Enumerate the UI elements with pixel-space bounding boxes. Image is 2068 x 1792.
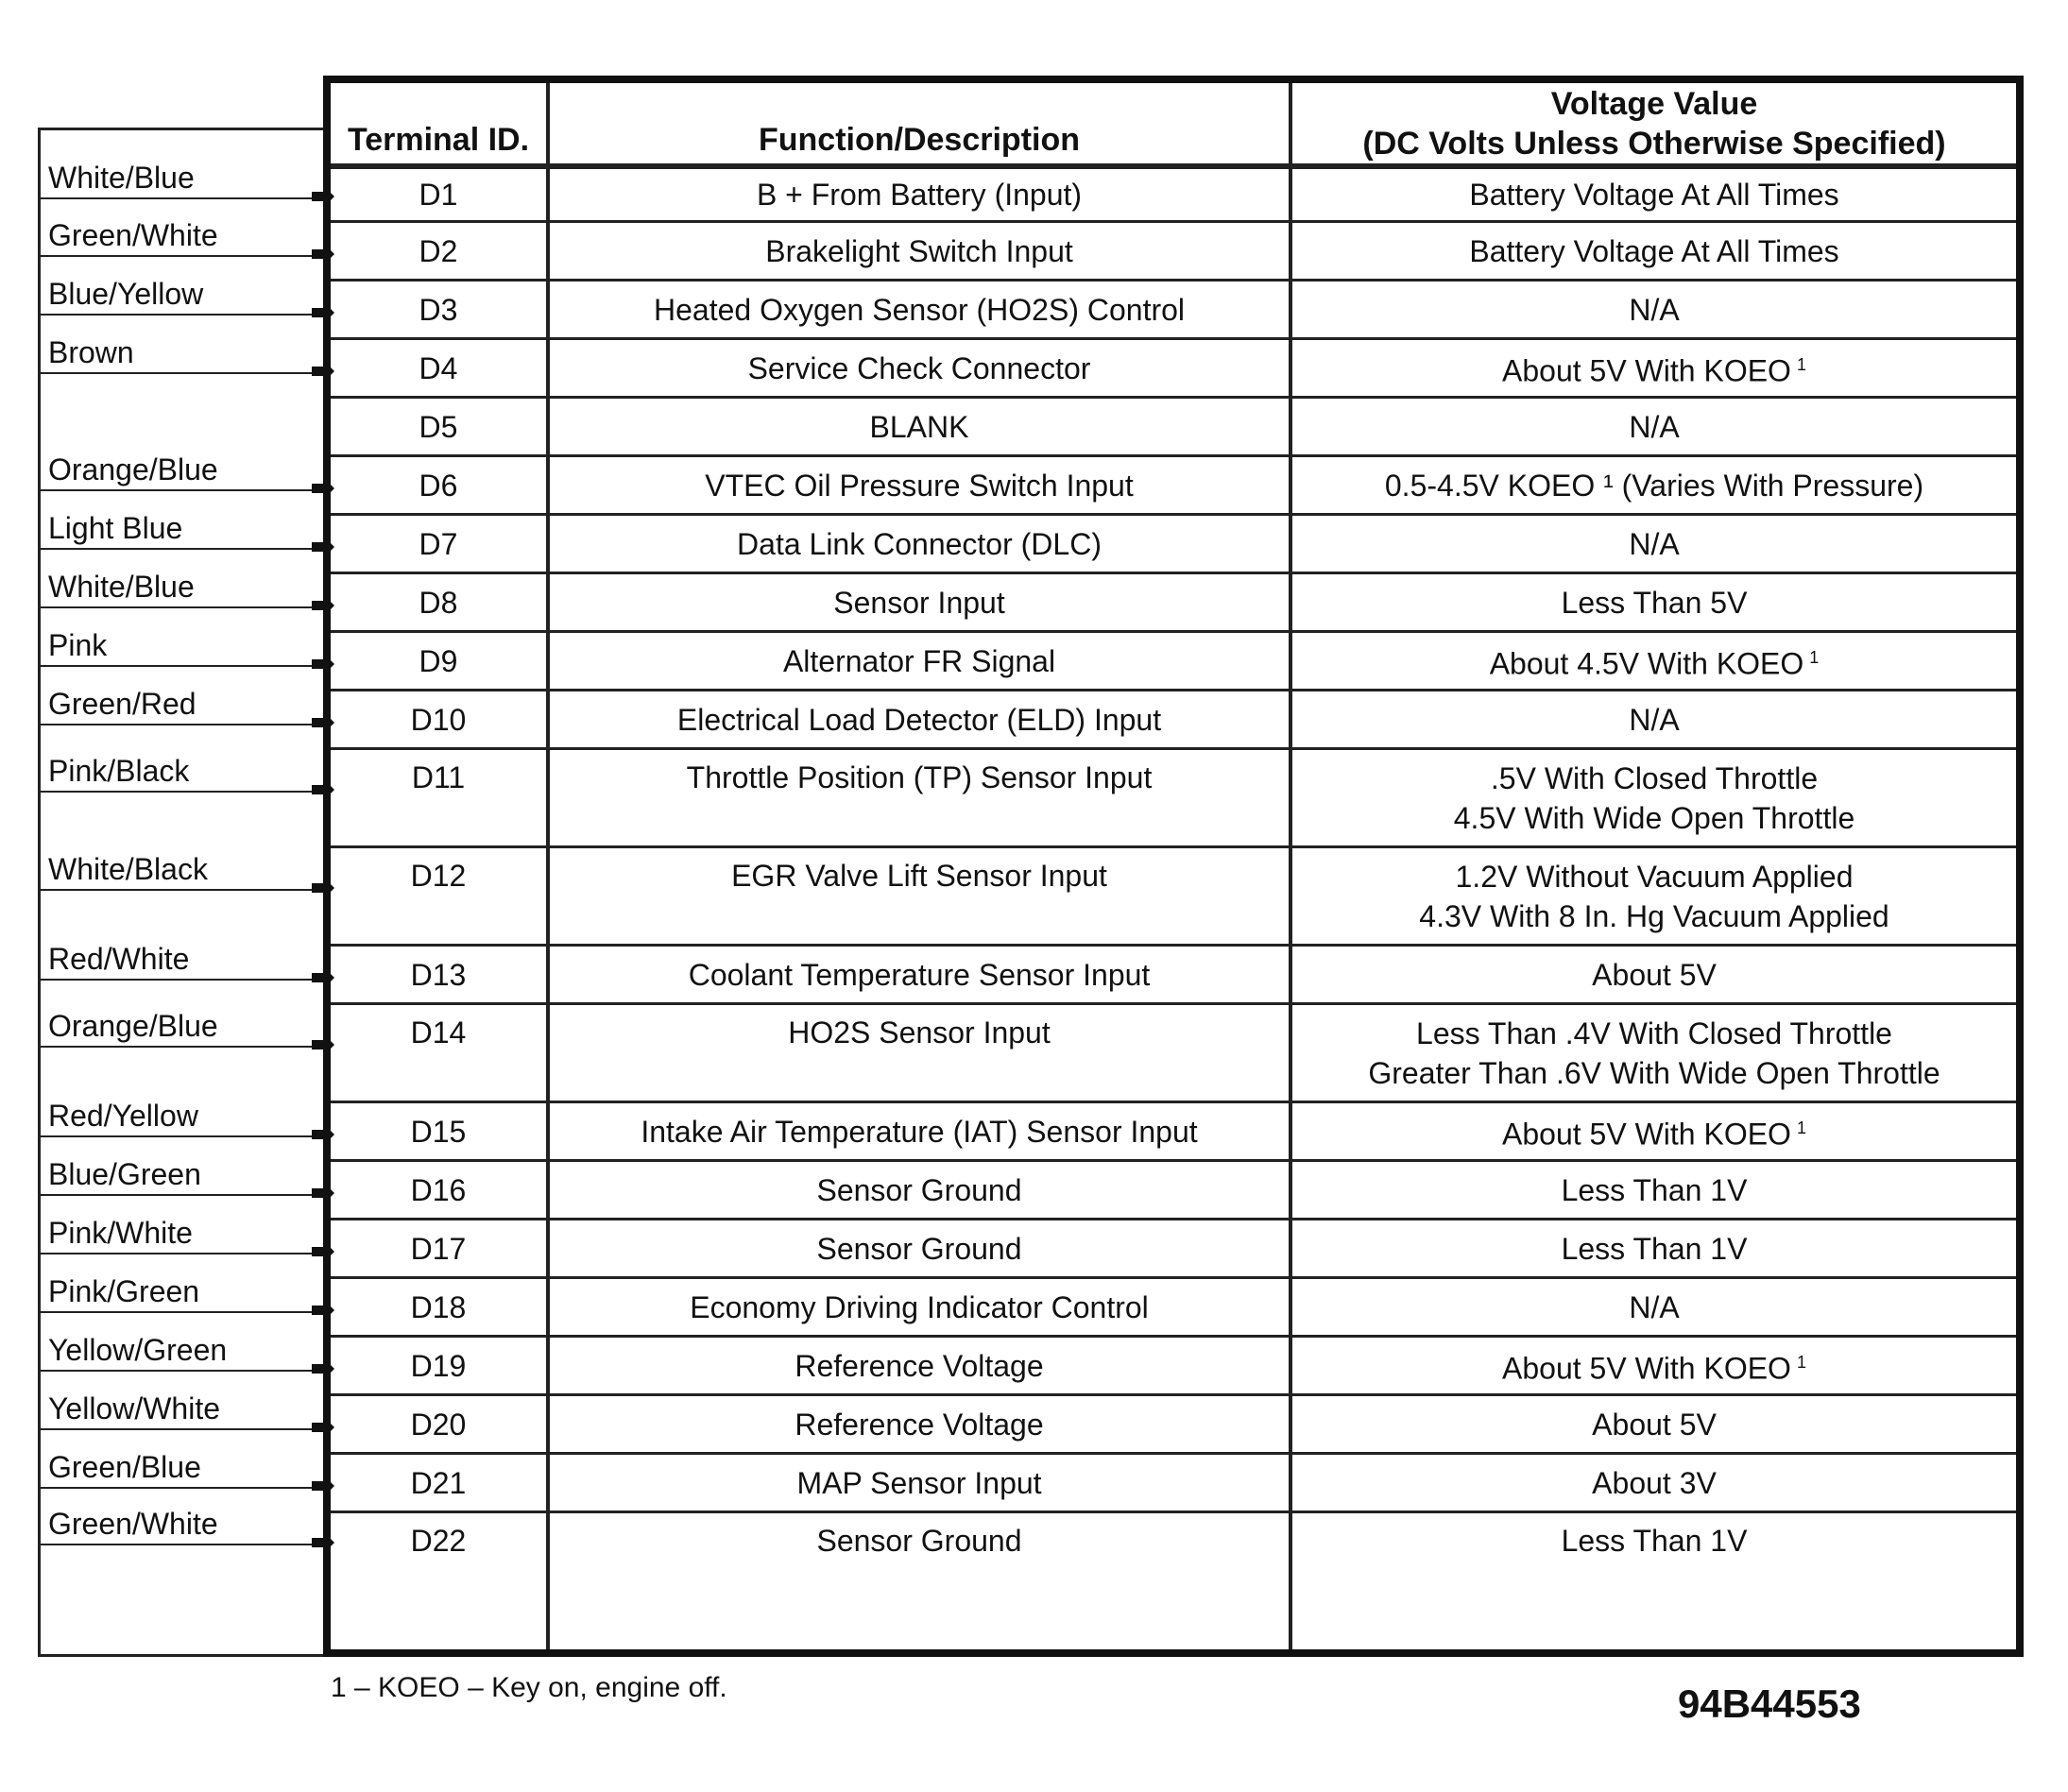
- voltage-line: [1368, 1053, 1940, 1093]
- voltage-cell: [1292, 1455, 2016, 1510]
- voltage-text: N/A: [1629, 702, 1680, 737]
- wire-color-label: White/Black: [48, 852, 208, 886]
- function-cell: Heated Oxygen Sensor (HO2S) Control: [653, 292, 1186, 327]
- terminal-id-cell: D22: [410, 1524, 467, 1558]
- table-row: [331, 1513, 2016, 1568]
- wire-color-label: Green/White: [48, 1507, 218, 1541]
- function-cell: Throttle Position (TP) Sensor Input: [686, 760, 1153, 794]
- voltage-cell: [1292, 169, 2016, 220]
- wire-color-label: Red/Yellow: [48, 1099, 198, 1133]
- table-row: [331, 223, 2016, 282]
- header-terminal-id: Terminal ID.: [347, 122, 530, 158]
- voltage-text: Less Than 1V: [1561, 1172, 1748, 1207]
- terminal-id-cell: D5: [419, 409, 458, 444]
- voltage-cell: [1292, 457, 2016, 513]
- header-function: Function/Description: [759, 122, 1080, 158]
- terminal-id-cell: D2: [419, 233, 458, 268]
- table-row: [331, 457, 2016, 516]
- voltage-line: [1592, 955, 1717, 995]
- header-voltage-line1: Voltage Value: [1550, 85, 1758, 122]
- footnote-marker: 1: [1796, 1353, 1806, 1373]
- terminal-id-cell: D18: [410, 1289, 467, 1324]
- voltage-line: [1502, 1342, 1806, 1389]
- voltage-line: [1629, 700, 1679, 740]
- table-row: [331, 1338, 2016, 1396]
- voltage-line: [1562, 583, 1748, 623]
- voltage-text: N/A: [1629, 1289, 1680, 1324]
- function-cell: HO2S Sensor Input: [788, 1015, 1051, 1050]
- wire-lead: [41, 1333, 326, 1372]
- function-cell: Electrical Load Detector (ELD) Input: [676, 702, 1162, 737]
- wire-color-label: Green/Blue: [48, 1450, 201, 1484]
- table-row: [331, 1220, 2016, 1279]
- function-cell: Sensor Ground: [816, 1524, 1022, 1558]
- voltage-text: About 5V: [1592, 1407, 1717, 1442]
- voltage-line: [1469, 175, 1838, 214]
- voltage-line: [1502, 345, 1806, 391]
- table-row: [331, 340, 2016, 399]
- terminal-id-cell: D13: [410, 957, 467, 992]
- wire-color-label: Blue/Green: [48, 1157, 201, 1191]
- terminal-id-cell: D20: [410, 1407, 467, 1442]
- wire-color-label: Pink/White: [48, 1216, 193, 1250]
- wire-color-label: Blue/Yellow: [48, 277, 204, 311]
- header-voltage: [1292, 83, 2016, 163]
- wire-lead: [41, 1157, 326, 1196]
- terminal-id-cell: D7: [419, 526, 458, 561]
- wire-color-label: Brown: [48, 335, 134, 369]
- voltage-line: [1629, 290, 1679, 330]
- voltage-line: [1592, 1405, 1717, 1444]
- function-cell: BLANK: [869, 409, 969, 444]
- voltage-text: Battery Voltage At All Times: [1469, 233, 1839, 268]
- terminal-id-cell: D14: [410, 1015, 467, 1050]
- wire-lead: [41, 1450, 326, 1489]
- function-cell: Brakelight Switch Input: [765, 233, 1073, 268]
- voltage-line: [1629, 1288, 1679, 1327]
- function-cell: B + From Battery (Input): [756, 178, 1083, 212]
- voltage-line: [1502, 1108, 1806, 1154]
- wire-color-label: Light Blue: [48, 511, 183, 545]
- voltage-text: Less Than 5V: [1561, 585, 1748, 620]
- table-row: [331, 1396, 2016, 1455]
- terminal-id-cell: D6: [419, 468, 458, 503]
- terminal-id-cell: D8: [419, 585, 458, 620]
- table-row: [331, 633, 2016, 691]
- terminal-id-cell: D12: [410, 859, 467, 893]
- table-row: [331, 1279, 2016, 1338]
- wire-lead: [41, 511, 326, 550]
- function-cell: Sensor Input: [833, 585, 1005, 620]
- footnote-marker: 1: [1809, 648, 1820, 668]
- table-row: [331, 848, 2016, 947]
- function-cell: Intake Air Temperature (IAT) Sensor Input: [641, 1114, 1198, 1149]
- voltage-text: 4.3V With 8 In. Hg Vacuum Applied: [1419, 898, 1889, 933]
- voltage-cell: [1292, 1220, 2016, 1276]
- function-cell: Alternator FR Signal: [782, 643, 1056, 678]
- wire-lead: [41, 452, 326, 491]
- voltage-cell: [1292, 1396, 2016, 1452]
- footnote: 1 – KOEO – Key on, engine off.: [331, 1672, 727, 1703]
- voltage-line: [1629, 407, 1679, 447]
- terminal-id-cell: D3: [419, 292, 458, 327]
- wire-lead: [41, 277, 326, 316]
- table-row: [331, 1455, 2016, 1513]
- voltage-text: N/A: [1629, 526, 1680, 561]
- terminal-id-cell: D21: [410, 1465, 467, 1500]
- wire-lead: [41, 1507, 326, 1545]
- terminal-id-cell: D4: [419, 350, 458, 385]
- wire-color-label: White/Blue: [48, 161, 195, 195]
- voltage-line: [1562, 1229, 1748, 1269]
- wire-color-label: Yellow/White: [48, 1391, 221, 1425]
- terminal-id-cell: D17: [410, 1231, 467, 1266]
- wire-lead: [41, 852, 326, 891]
- terminal-id-cell: D10: [410, 702, 467, 737]
- voltage-cell: [1292, 223, 2016, 279]
- voltage-cell: [1292, 1279, 2016, 1335]
- voltage-text: About 4.5V With KOEO: [1489, 646, 1804, 681]
- voltage-cell: [1292, 1162, 2016, 1218]
- function-cell: Reference Voltage: [795, 1407, 1044, 1442]
- function-cell: Sensor Ground: [816, 1231, 1022, 1266]
- voltage-cell: [1292, 399, 2016, 454]
- table-row: [331, 574, 2016, 633]
- terminal-table: [323, 76, 2024, 1657]
- function-cell: MAP Sensor Input: [796, 1465, 1042, 1500]
- terminal-id-cell: D9: [419, 643, 458, 678]
- table-row: [331, 166, 2016, 223]
- function-cell: Data Link Connector (DLC): [737, 526, 1102, 561]
- voltage-text: About 5V: [1592, 957, 1717, 992]
- voltage-line: [1491, 759, 1818, 798]
- wire-color-column: [38, 128, 323, 1657]
- voltage-text: .5V With Closed Throttle: [1490, 760, 1819, 795]
- function-cell: EGR Valve Lift Sensor Input: [731, 859, 1107, 893]
- voltage-line: [1456, 857, 1854, 896]
- voltage-text: Greater Than .6V With Wide Open Throttle: [1368, 1055, 1940, 1090]
- wire-lead: [41, 218, 326, 257]
- voltage-line: [1416, 1014, 1892, 1053]
- wire-color-label: White/Blue: [48, 570, 195, 604]
- voltage-line: [1385, 466, 1923, 505]
- wire-lead: [41, 942, 326, 981]
- voltage-text: Battery Voltage At All Times: [1469, 178, 1839, 212]
- voltage-text: Less Than 1V: [1561, 1524, 1748, 1558]
- voltage-cell: [1292, 750, 2016, 845]
- terminal-id-cell: D1: [419, 178, 458, 212]
- wire-color-label: Pink: [48, 628, 108, 662]
- voltage-text: 0.5-4.5V KOEO ¹ (Varies With Pressure): [1384, 468, 1924, 503]
- voltage-text: Less Than .4V With Closed Throttle: [1416, 1015, 1892, 1050]
- wire-lead: [41, 754, 326, 793]
- terminal-id-cell: D19: [410, 1348, 467, 1383]
- wire-color-label: Orange/Blue: [48, 452, 218, 486]
- voltage-line: [1592, 1463, 1717, 1503]
- voltage-cell: [1292, 691, 2016, 747]
- voltage-cell: [1292, 516, 2016, 572]
- footnote-marker: 1: [1796, 355, 1806, 375]
- wire-color-label: Pink/Green: [48, 1274, 200, 1308]
- wire-color-label: Yellow/Green: [48, 1333, 228, 1367]
- wire-lead: [41, 335, 326, 374]
- voltage-text: N/A: [1629, 292, 1680, 327]
- voltage-text: 4.5V With Wide Open Throttle: [1453, 800, 1855, 835]
- table-row: [331, 1162, 2016, 1220]
- voltage-text: 1.2V Without Vacuum Applied: [1455, 859, 1854, 894]
- wire-lead: [41, 1099, 326, 1137]
- wire-color-label: Pink/Black: [48, 754, 190, 788]
- voltage-text: N/A: [1629, 409, 1680, 444]
- voltage-line: [1490, 638, 1820, 684]
- wire-lead: [41, 1216, 326, 1254]
- table-header-row: [331, 83, 2016, 166]
- voltage-line: [1419, 896, 1889, 936]
- table-row: [331, 516, 2016, 574]
- wire-color-label: Orange/Blue: [48, 1009, 218, 1043]
- wire-color-label: Red/White: [48, 942, 190, 976]
- voltage-text: About 5V With KOEO: [1502, 1117, 1791, 1152]
- voltage-cell: [1292, 848, 2016, 944]
- voltage-line: [1629, 524, 1679, 564]
- function-cell: Sensor Ground: [816, 1172, 1022, 1207]
- voltage-text: Less Than 1V: [1561, 1231, 1748, 1266]
- voltage-cell: [1292, 947, 2016, 1002]
- voltage-cell: [1292, 282, 2016, 337]
- table-row: [331, 1005, 2016, 1103]
- wire-color-label: Green/White: [48, 218, 218, 252]
- table-row: [331, 947, 2016, 1005]
- function-cell: Service Check Connector: [747, 350, 1091, 385]
- table-row: [331, 1103, 2016, 1162]
- figure-id: 94B44553: [1678, 1681, 1861, 1726]
- function-cell: Reference Voltage: [795, 1348, 1044, 1383]
- wire-lead: [41, 161, 326, 199]
- table-row: [331, 691, 2016, 750]
- terminal-id-cell: D16: [410, 1172, 467, 1207]
- voltage-text: About 5V With KOEO: [1502, 1351, 1791, 1386]
- voltage-line: [1562, 1521, 1748, 1561]
- voltage-cell: [1292, 1338, 2016, 1393]
- function-cell: Economy Driving Indicator Control: [690, 1289, 1149, 1324]
- table-row: [331, 399, 2016, 457]
- terminal-id-cell: D11: [411, 760, 466, 794]
- voltage-line: [1562, 1170, 1748, 1210]
- voltage-line: [1469, 231, 1838, 271]
- wire-lead: [41, 628, 326, 667]
- voltage-line: [1454, 798, 1854, 838]
- voltage-cell: [1292, 340, 2016, 396]
- wire-lead: [41, 1274, 326, 1313]
- voltage-cell: [1292, 633, 2016, 689]
- table-row: [331, 282, 2016, 340]
- voltage-cell: [1292, 1103, 2016, 1159]
- voltage-text: About 3V: [1592, 1465, 1717, 1500]
- wire-lead: [41, 687, 326, 725]
- voltage-cell: [1292, 1513, 2016, 1568]
- header-voltage-line2: (DC Volts Unless Otherwise Specified): [1362, 125, 1946, 162]
- voltage-text: About 5V With KOEO: [1502, 353, 1791, 388]
- function-cell: Coolant Temperature Sensor Input: [688, 957, 1151, 992]
- table-row: [331, 750, 2016, 848]
- voltage-cell: [1292, 1005, 2016, 1101]
- wire-lead: [41, 1009, 326, 1048]
- voltage-cell: [1292, 574, 2016, 630]
- terminal-id-cell: D15: [410, 1114, 467, 1149]
- wire-color-label: Green/Red: [48, 687, 197, 721]
- function-cell: VTEC Oil Pressure Switch Input: [705, 468, 1134, 503]
- wire-lead: [41, 570, 326, 608]
- footnote-marker: 1: [1796, 1118, 1806, 1138]
- wire-lead: [41, 1391, 326, 1430]
